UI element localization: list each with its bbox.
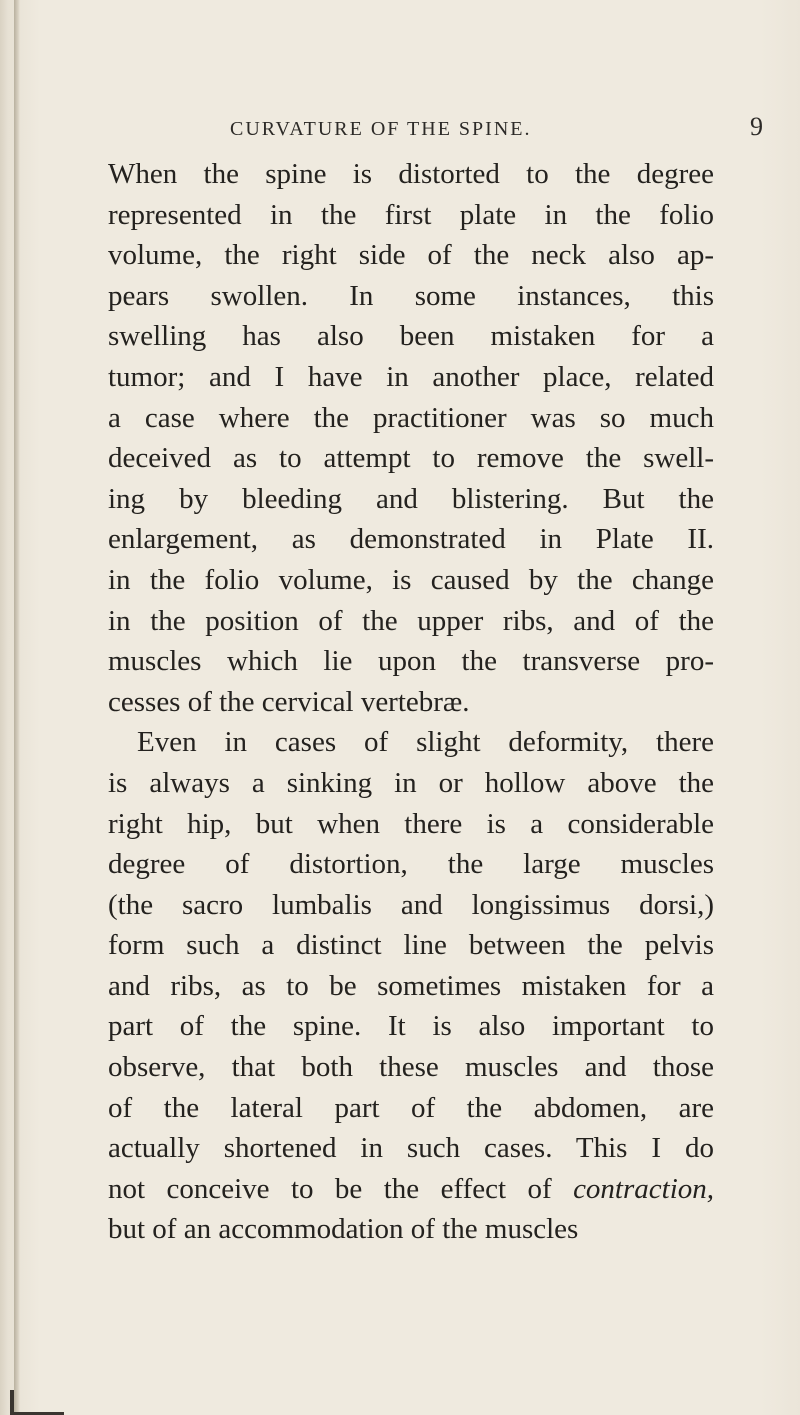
text-line: represented in the first plate in the folio [108, 198, 714, 231]
body-text [108, 154, 714, 1250]
page-corner-mark [10, 1390, 64, 1415]
text-line: is always a sinking in or hollow above the [108, 766, 714, 799]
text-line: muscles which lie upon the transverse pro- [108, 645, 714, 678]
text-line: cesses of the cervical vertebræ. [108, 685, 470, 718]
text-line: Even in cases of slight deformity, there [137, 726, 714, 759]
text-line-mixed [108, 1169, 714, 1210]
text-line: enlargement, as demonstrated in Plate II. [108, 523, 714, 556]
text-line: and ribs, as to be sometimes mistaken for a [108, 969, 714, 1002]
text-line: form such a distinct line between the pelvis [108, 929, 714, 962]
text-line: in the position of the upper ribs, and of the [108, 604, 714, 637]
text-line: in the folio volume, is caused by the change [108, 563, 714, 596]
text-line: part of the spine. It is also important to [108, 1010, 714, 1043]
text-line: actually shortened in such cases. This I do [108, 1132, 714, 1165]
italic-word: contraction, [573, 1172, 715, 1205]
text-line: but of an accommodation of the muscles [108, 1213, 579, 1246]
text-line: swelling has also been mistaken for a [108, 320, 714, 353]
text-line: deceived as to attempt to remove the swell- [108, 442, 714, 475]
text-line: ing by bleeding and blistering. But the [108, 482, 714, 515]
running-head [230, 112, 763, 141]
text-line: of the lateral part of the abdomen, are [108, 1091, 714, 1124]
text-line: tumor; and I have in another place, related [108, 360, 714, 393]
page-gutter-shadow [14, 0, 20, 1415]
text-line: observe, that both these muscles and those [108, 1051, 714, 1084]
page-number: 9 [750, 112, 763, 141]
text-line: (the sacro lumbalis and longissimus dorsi,) [108, 888, 714, 921]
text-segment: not conceive to be the effect of [108, 1172, 552, 1205]
text-line: When the spine is distorted to the degree [108, 158, 714, 190]
text-line: volume, the right side of the neck also ap- [108, 239, 714, 272]
text-line: pears swollen. In some instances, this [108, 279, 714, 312]
text-line: a case where the practitioner was so much [108, 401, 714, 434]
text-line: right hip, but when there is a considerable [108, 807, 714, 840]
running-title: CURVATURE OF THE SPINE. [230, 118, 532, 140]
text-line: degree of distortion, the large muscles [108, 848, 714, 881]
